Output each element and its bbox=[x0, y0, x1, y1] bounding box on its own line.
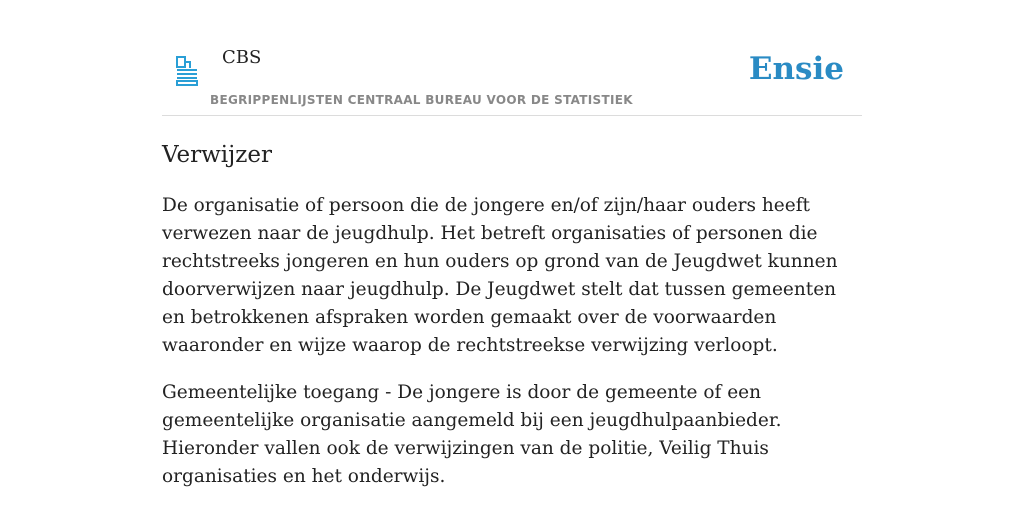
cbs-logo-icon[interactable] bbox=[176, 56, 198, 86]
page-header bbox=[162, 0, 862, 116]
organization-name[interactable]: CBS bbox=[222, 47, 262, 68]
definition-card bbox=[162, 0, 862, 512]
term-title: Verwijzer bbox=[162, 142, 273, 168]
brand-logo[interactable]: Ensie bbox=[748, 51, 844, 87]
definition-paragraph: De organisatie of persoon die de jongere en/of zijn/haar ouders heeft verwezen naar de jeugdhulp. Het betreft organisaties of personen die rechtstreeks jongeren en hun ouders op grond van de Jeugdwet kunnen doorverwijzen naar jeugdhulp. De Jeugdwet stelt dat tussen gemeenten en betrokkenen afspraken worden gemaakt over de voorwaarden waaronder en wijze waarop de rechtstreekse verwijzing verloopt. bbox=[162, 195, 838, 356]
organization-subtitle[interactable]: BEGRIPPENLIJSTEN CENTRAAL BUREAU VOOR DE STATISTIEK bbox=[210, 93, 633, 107]
definition-paragraph: Gemeentelijke toegang - De jongere is door de gemeente of een gemeentelijke organisatie aangemeld bij een jeugdhulpaanbieder. Hieronder vallen ook de verwijzingen van de politie, Veilig Thuis organisaties en het onderwijs. bbox=[162, 382, 782, 487]
definition-body bbox=[162, 192, 862, 510]
